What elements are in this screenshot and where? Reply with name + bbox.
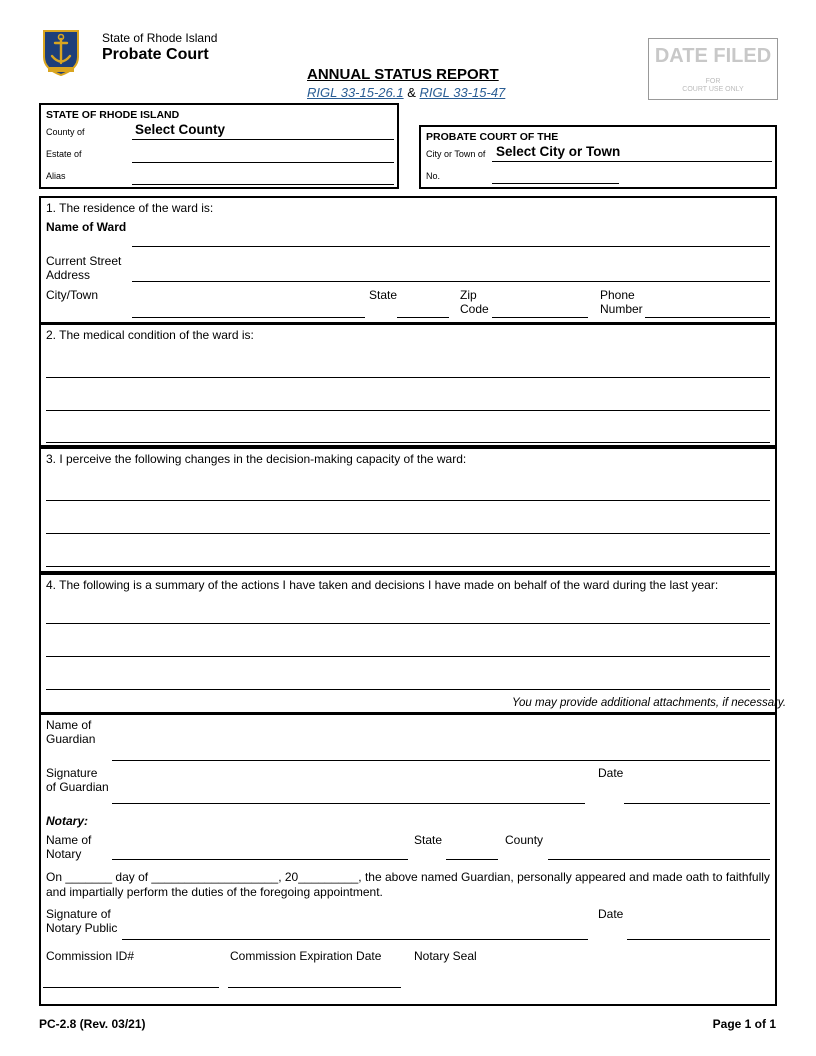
case-no-label: No. (426, 171, 441, 181)
ampersand: & (407, 85, 416, 100)
city-field[interactable] (132, 317, 365, 318)
form-title: ANNUAL STATUS REPORT (307, 66, 499, 83)
oath-text-line-2: and impartially perform the duties of the foregoing appointment. (46, 885, 383, 899)
state-label: State (369, 288, 398, 302)
street-label-1: Current Street (46, 254, 122, 268)
capacity-line-3[interactable] (46, 566, 770, 567)
actions-line-3[interactable] (46, 689, 770, 690)
name-of-ward-label: Name of Ward (46, 220, 127, 234)
oath-text-line-1: On _______ day of ___________________, 20_________, the above named Guardian, personally appeared and made oath to faithfully (46, 870, 770, 884)
guardian-name-label-2: Guardian (46, 732, 96, 746)
medical-line-3[interactable] (46, 442, 770, 443)
section-1-residence (39, 196, 777, 324)
zip-field[interactable] (492, 317, 588, 318)
header-state: State of Rhode Island (102, 31, 218, 45)
notary-county-label: County (505, 833, 544, 847)
guardian-name-label-1: Name of (46, 718, 92, 732)
guardian-date-label: Date (598, 766, 624, 780)
date-filed-label: DATE FILED (654, 45, 772, 67)
city-town-label: City or Town of (426, 149, 486, 159)
zip-label-2: Code (460, 302, 489, 316)
notary-name-label-1: Name of (46, 833, 92, 847)
estate-label: Estate of (46, 149, 82, 159)
section-2-heading: 2. The medical condition of the ward is: (46, 328, 254, 342)
statute-link-2[interactable]: RIGL 33-15-47 (419, 85, 506, 100)
notary-state-label: State (414, 833, 443, 847)
statute-link-1[interactable]: RIGL 33-15-26.1 (307, 85, 404, 100)
city-town-underline (492, 161, 772, 162)
guardian-signature-field[interactable] (112, 803, 585, 804)
state-field[interactable] (397, 317, 449, 318)
page-number: Page 1 of 1 (712, 1017, 776, 1031)
section-1-heading: 1. The residence of the ward is: (46, 201, 214, 215)
attachments-note: You may provide additional attachments, if necessary. (512, 697, 787, 709)
medical-line-2[interactable] (46, 410, 770, 411)
name-of-ward-field[interactable] (132, 246, 770, 247)
zip-label-1: Zip (460, 288, 477, 302)
statute-refs (307, 85, 505, 100)
notary-heading: Notary: (46, 814, 89, 828)
notary-name-label-2: Notary (46, 847, 82, 861)
street-label-2: Address (46, 268, 91, 282)
medical-line-1[interactable] (46, 377, 770, 378)
alias-field[interactable] (132, 184, 394, 185)
notary-signature-field[interactable] (122, 939, 588, 940)
phone-label-2: Number (600, 302, 643, 316)
capacity-line-2[interactable] (46, 533, 770, 534)
guardian-sig-label-2: of Guardian (46, 780, 109, 794)
anchor-seal-icon (40, 27, 82, 77)
commission-id-field[interactable] (43, 987, 219, 988)
section-4-heading: 4. The following is a summary of the actions I have taken and decisions I have made on behalf of the ward during the last year: (46, 578, 719, 592)
alias-label: Alias (46, 171, 66, 181)
commission-exp-field[interactable] (228, 987, 401, 988)
form-number: PC-2.8 (Rev. 03/21) (39, 1017, 146, 1031)
notary-sig-label-1: Signature of (46, 907, 111, 921)
notary-date-label: Date (598, 907, 624, 921)
phone-field[interactable] (645, 317, 770, 318)
case-no-field[interactable] (492, 183, 619, 184)
left-box-title: STATE OF RHODE ISLAND (46, 109, 180, 121)
guardian-date-field[interactable] (624, 803, 770, 804)
notary-sig-label-2: Notary Public (46, 921, 118, 935)
notary-county-field[interactable] (548, 859, 770, 860)
notary-state-field[interactable] (446, 859, 498, 860)
street-address-field[interactable] (132, 281, 770, 282)
city-label: City/Town (46, 288, 99, 302)
county-underline (132, 139, 394, 140)
estate-field[interactable] (132, 162, 394, 163)
guardian-sig-label-1: Signature (46, 766, 98, 780)
actions-line-1[interactable] (46, 623, 770, 624)
city-town-select[interactable]: Select City or Town (496, 144, 621, 159)
guardian-name-field[interactable] (112, 760, 770, 761)
right-box-title: PROBATE COURT OF THE (426, 131, 559, 143)
actions-line-2[interactable] (46, 656, 770, 657)
commission-exp-label: Commission Expiration Date (230, 949, 382, 963)
date-filed-court-use: COURT USE ONLY (682, 86, 744, 93)
section-3-heading: 3. I perceive the following changes in the decision-making capacity of the ward: (46, 452, 467, 466)
date-filed-box (648, 38, 778, 100)
notary-date-field[interactable] (627, 939, 770, 940)
phone-label-1: Phone (600, 288, 635, 302)
capacity-line-1[interactable] (46, 500, 770, 501)
county-label: County of (46, 127, 85, 137)
commission-id-label: Commission ID# (46, 949, 135, 963)
date-filed-for: FOR (705, 78, 721, 85)
section-4-actions (39, 573, 787, 714)
notary-seal-label: Notary Seal (414, 949, 477, 963)
rhode-island-seal (40, 27, 82, 77)
county-select[interactable]: Select County (135, 122, 226, 137)
header-court: Probate Court (102, 46, 209, 63)
notary-name-field[interactable] (112, 859, 408, 860)
